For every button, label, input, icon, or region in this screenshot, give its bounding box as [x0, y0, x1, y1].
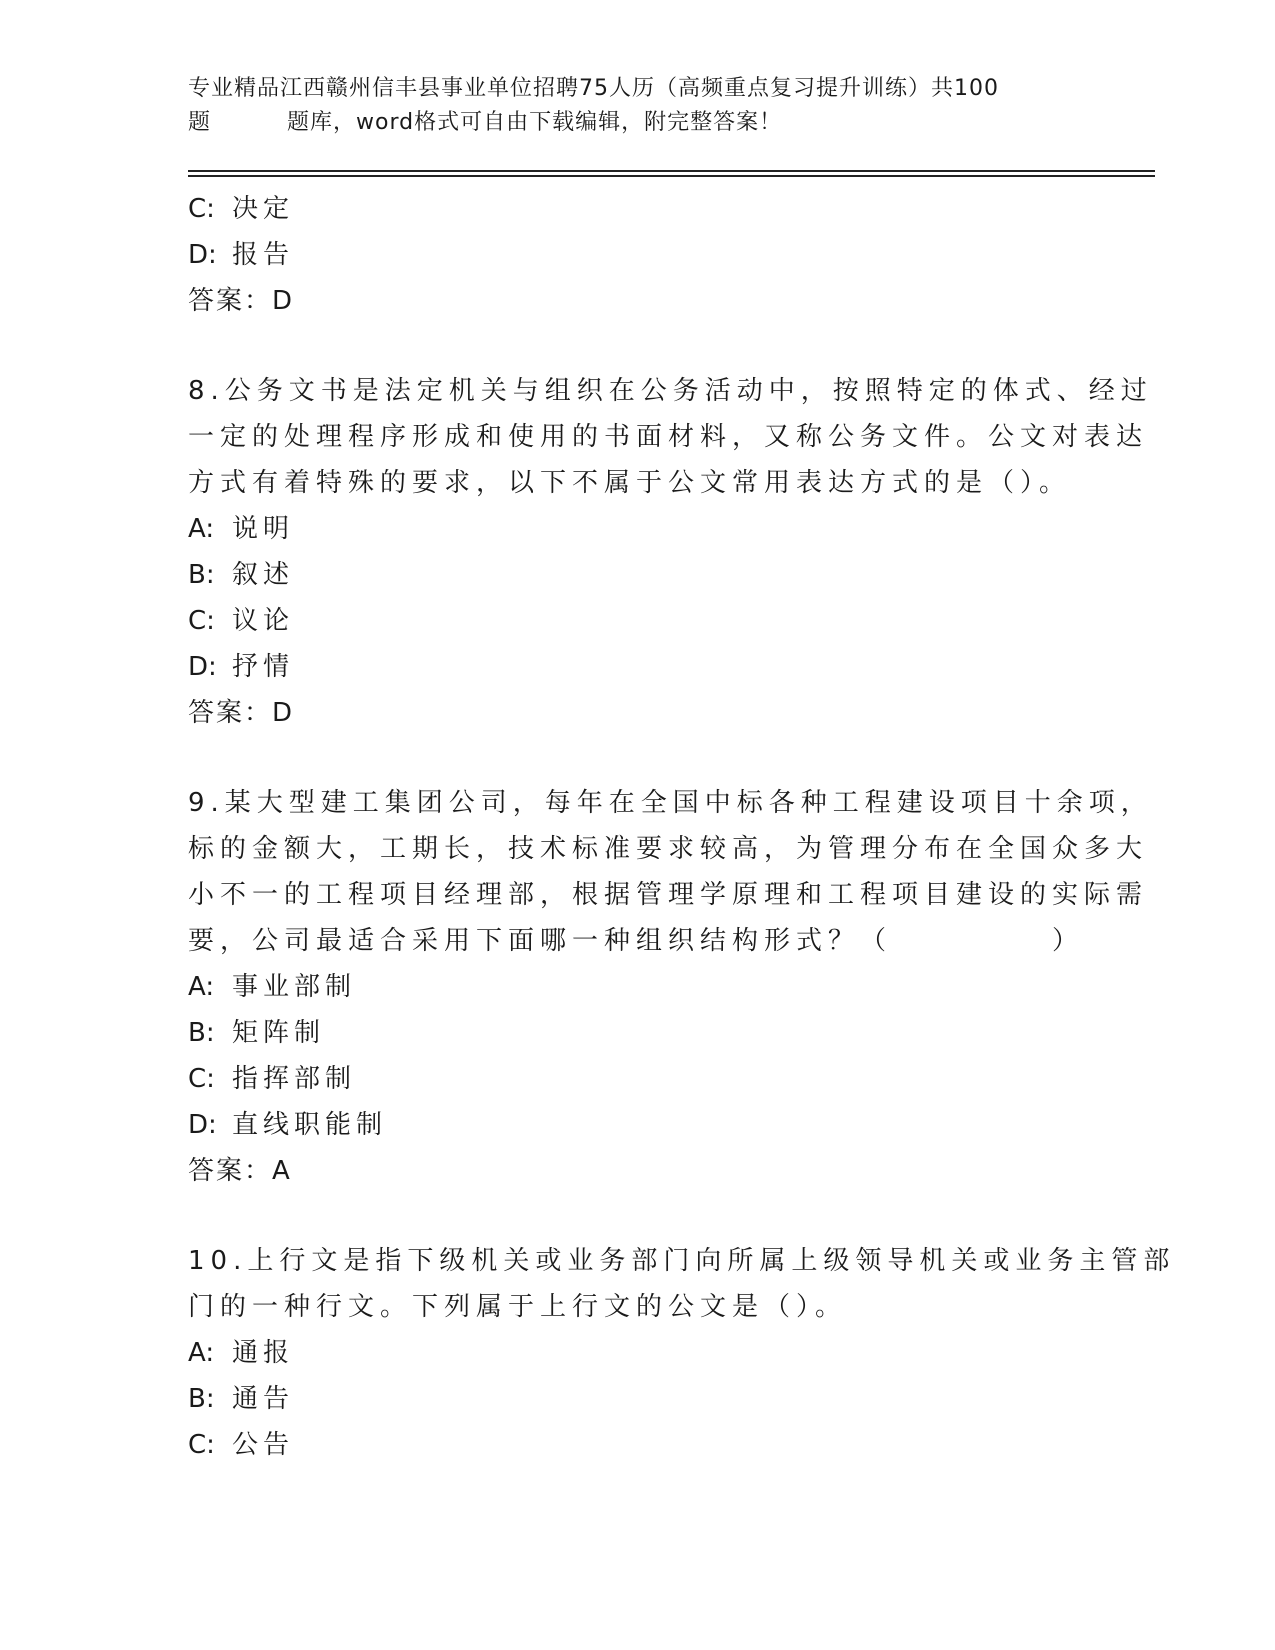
option-row [188, 232, 1088, 278]
question-line: 10.上行文是指下级机关或业务部门向所属上级领导机关或业务主管部 [188, 1246, 1176, 1276]
option-key: D: [188, 240, 217, 270]
question-line: 一定的处理程序形成和使用的书面材料，又称公务文件。公文对表达 [188, 422, 1149, 452]
header-title-line-2 [188, 106, 1088, 140]
option-key: C: [188, 1430, 215, 1460]
page-header [188, 72, 1088, 140]
option-row [188, 552, 1088, 598]
option-key: A: [188, 972, 215, 1002]
header-title-fragment: 题 [188, 110, 212, 135]
question-line: 8.公务文书是法定机关与组织在公务活动中，按照特定的体式、经过 [188, 376, 1153, 406]
option-row [188, 644, 1088, 690]
question-block [188, 780, 1153, 1194]
option-key: C: [188, 194, 215, 224]
option-key: B: [188, 1384, 215, 1414]
spacer [188, 1194, 1088, 1238]
option-text: 事业部制 [232, 972, 357, 1002]
option-text: 议论 [232, 606, 295, 636]
option-row [188, 186, 1088, 232]
option-text: 公告 [232, 1430, 295, 1460]
option-text: 叙述 [232, 560, 295, 590]
answer-line: 答案：D [188, 286, 295, 316]
option-row [188, 598, 1088, 644]
option-key: A: [188, 514, 215, 544]
option-text: 指挥部制 [232, 1064, 357, 1094]
spacer [188, 324, 1088, 368]
question-text [188, 368, 1153, 506]
question-line: 小不一的工程项目经理部，根据管理学原理和工程项目建设的实际需 [188, 880, 1149, 910]
header-subtitle: 题库，word格式可自由下载编辑，附完整答案！ [287, 110, 783, 135]
option-text: 报告 [232, 240, 295, 270]
option-text: 说明 [232, 514, 295, 544]
option-text: 决定 [232, 194, 295, 224]
option-text: 通报 [232, 1338, 295, 1368]
option-key: D: [188, 652, 217, 682]
option-row [188, 506, 1088, 552]
option-row [188, 1330, 1088, 1376]
option-key: C: [188, 606, 215, 636]
question-block [188, 368, 1153, 736]
header-title-line-1: 专业精品江西赣州信丰县事业单位招聘75人历（高频重点复习提升训练）共100 [188, 76, 999, 101]
answer-line: 答案：D [188, 698, 295, 728]
option-key: B: [188, 560, 215, 590]
option-key: B: [188, 1018, 215, 1048]
question-block [188, 1238, 1176, 1468]
option-key: C: [188, 1064, 215, 1094]
question-line: 标的金额大，工期长，技术标准要求较高，为管理分布在全国众多大 [188, 834, 1149, 864]
option-row [188, 1010, 1088, 1056]
question-text [188, 1238, 1176, 1330]
option-row [188, 1422, 1088, 1468]
question-line: 9.某大型建工集团公司，每年在全国中标各种工程建设项目十余项， [188, 788, 1153, 818]
question-line: 门的一种行文。下列属于上行文的公文是（）。 [188, 1292, 848, 1322]
option-row [188, 1376, 1088, 1422]
header-divider-top [188, 170, 1155, 172]
question-line: 方式有着特殊的要求，以下不属于公文常用表达方式的是（）。 [188, 468, 1072, 498]
header-divider-bottom [188, 175, 1155, 177]
option-key: D: [188, 1110, 217, 1140]
option-text: 直线职能制 [232, 1110, 388, 1140]
option-key: A: [188, 1338, 215, 1368]
option-text: 通告 [232, 1384, 295, 1414]
spacer [188, 736, 1088, 780]
question-line: 要，公司最适合采用下面哪一种组织结构形式？（ ） [188, 926, 1085, 956]
option-text: 抒情 [232, 652, 295, 682]
question-text [188, 780, 1153, 964]
option-row [188, 1102, 1088, 1148]
option-row [188, 1056, 1088, 1102]
carryover-block [188, 186, 1088, 324]
option-text: 矩阵制 [232, 1018, 326, 1048]
answer-line: 答案：A [188, 1156, 292, 1186]
option-row [188, 964, 1088, 1010]
question-content [188, 186, 1176, 1468]
